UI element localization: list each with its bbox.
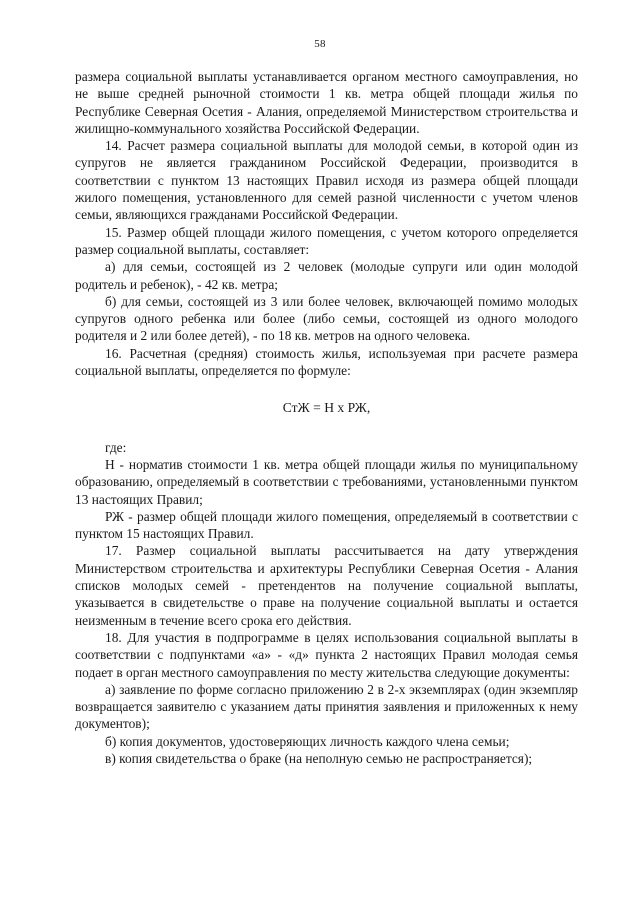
paragraph-18-b: б) копия документов, удостоверяющих личность каждого члена семьи; <box>105 733 510 749</box>
formula: СтЖ = Н х РЖ, <box>282 400 371 416</box>
paragraph-17: 17. Размер социальной выплаты рассчитывается на дату утверждения Министерством строительства и архитектуры Республики Северная Осетия - Алания списков молодых семей - претендентов на получение социальной выплаты, указывается в свидетельстве о праве на получение социальной выплаты и остается неизменным в течение всего срока его действия. <box>75 543 578 628</box>
paragraph-14: 14. Расчет размера социальной выплаты для молодой семьи, в которой один из супругов не является гражданином Российской Федерации, производится в соответствии с пунктом 13 настоящих Правил исходя из размера общей площади жилого помещения, установленного для семей разной численности с учетом членов семьи, являющихся гражданами Российской Федерации. <box>75 138 578 223</box>
document-body <box>75 68 578 767</box>
paragraph-18: 18. Для участия в подпрограмме в целях использования социальной выплаты в соответствии с подпунктами «а» - «д» пункта 2 настоящих Правил молодая семья подает в орган местного самоуправления по месту жительства следующие документы: <box>75 629 578 680</box>
paragraph-15-a: а) для семьи, состоящей из 2 человек (молодые супруги или один молодой родитель и ребенок), - 42 кв. метра; <box>75 259 578 292</box>
definition-rzh: РЖ - размер общей площади жилого помещения, определяемый в соответствии с пунктом 15 настоящих Правил. <box>75 508 578 542</box>
paragraph-intro: размера социальной выплаты устанавливается органом местного самоуправления, но не выше средней рыночной стоимости 1 кв. метра общей площади жилья по Республике Северная Осетия - Алания, определяемой Министерством строительства и жилищно-коммунального хозяйства Российской Федерации. <box>75 69 578 136</box>
paragraph-18-a: а) заявление по форме согласно приложению 2 в 2-х экземплярах (один экземпляр возвращается заявителю с указанием даты принятия заявления и приложенных к нему документов); <box>75 681 578 732</box>
formula-where-label: где: <box>105 439 127 455</box>
paragraph-16: 16. Расчетная (средняя) стоимость жилья, используемая при расчете размера социальной выплаты, определяется по формуле: <box>75 345 578 379</box>
definition-n: Н - норматив стоимости 1 кв. метра общей площади жилья по муниципальному образованию, определяемый в соответствии с требованиями, установленными пунктом 13 настоящих Правил; <box>75 456 578 507</box>
paragraph-15: 15. Размер общей площади жилого помещения, с учетом которого определяется размер социальной выплаты, составляет: <box>75 224 578 257</box>
paragraph-18-c: в) копия свидетельства о браке (на неполную семью не распространяется); <box>105 750 533 766</box>
page-number: 58 <box>314 38 326 50</box>
paragraph-15-b: б) для семьи, состоящей из 3 или более человек, включающей помимо молодых супругов одного ребенка или более (либо семьи, состоящей из одного молодого родителя и 2 или более детей), - по 18 кв. метров на одного человека. <box>75 293 578 344</box>
